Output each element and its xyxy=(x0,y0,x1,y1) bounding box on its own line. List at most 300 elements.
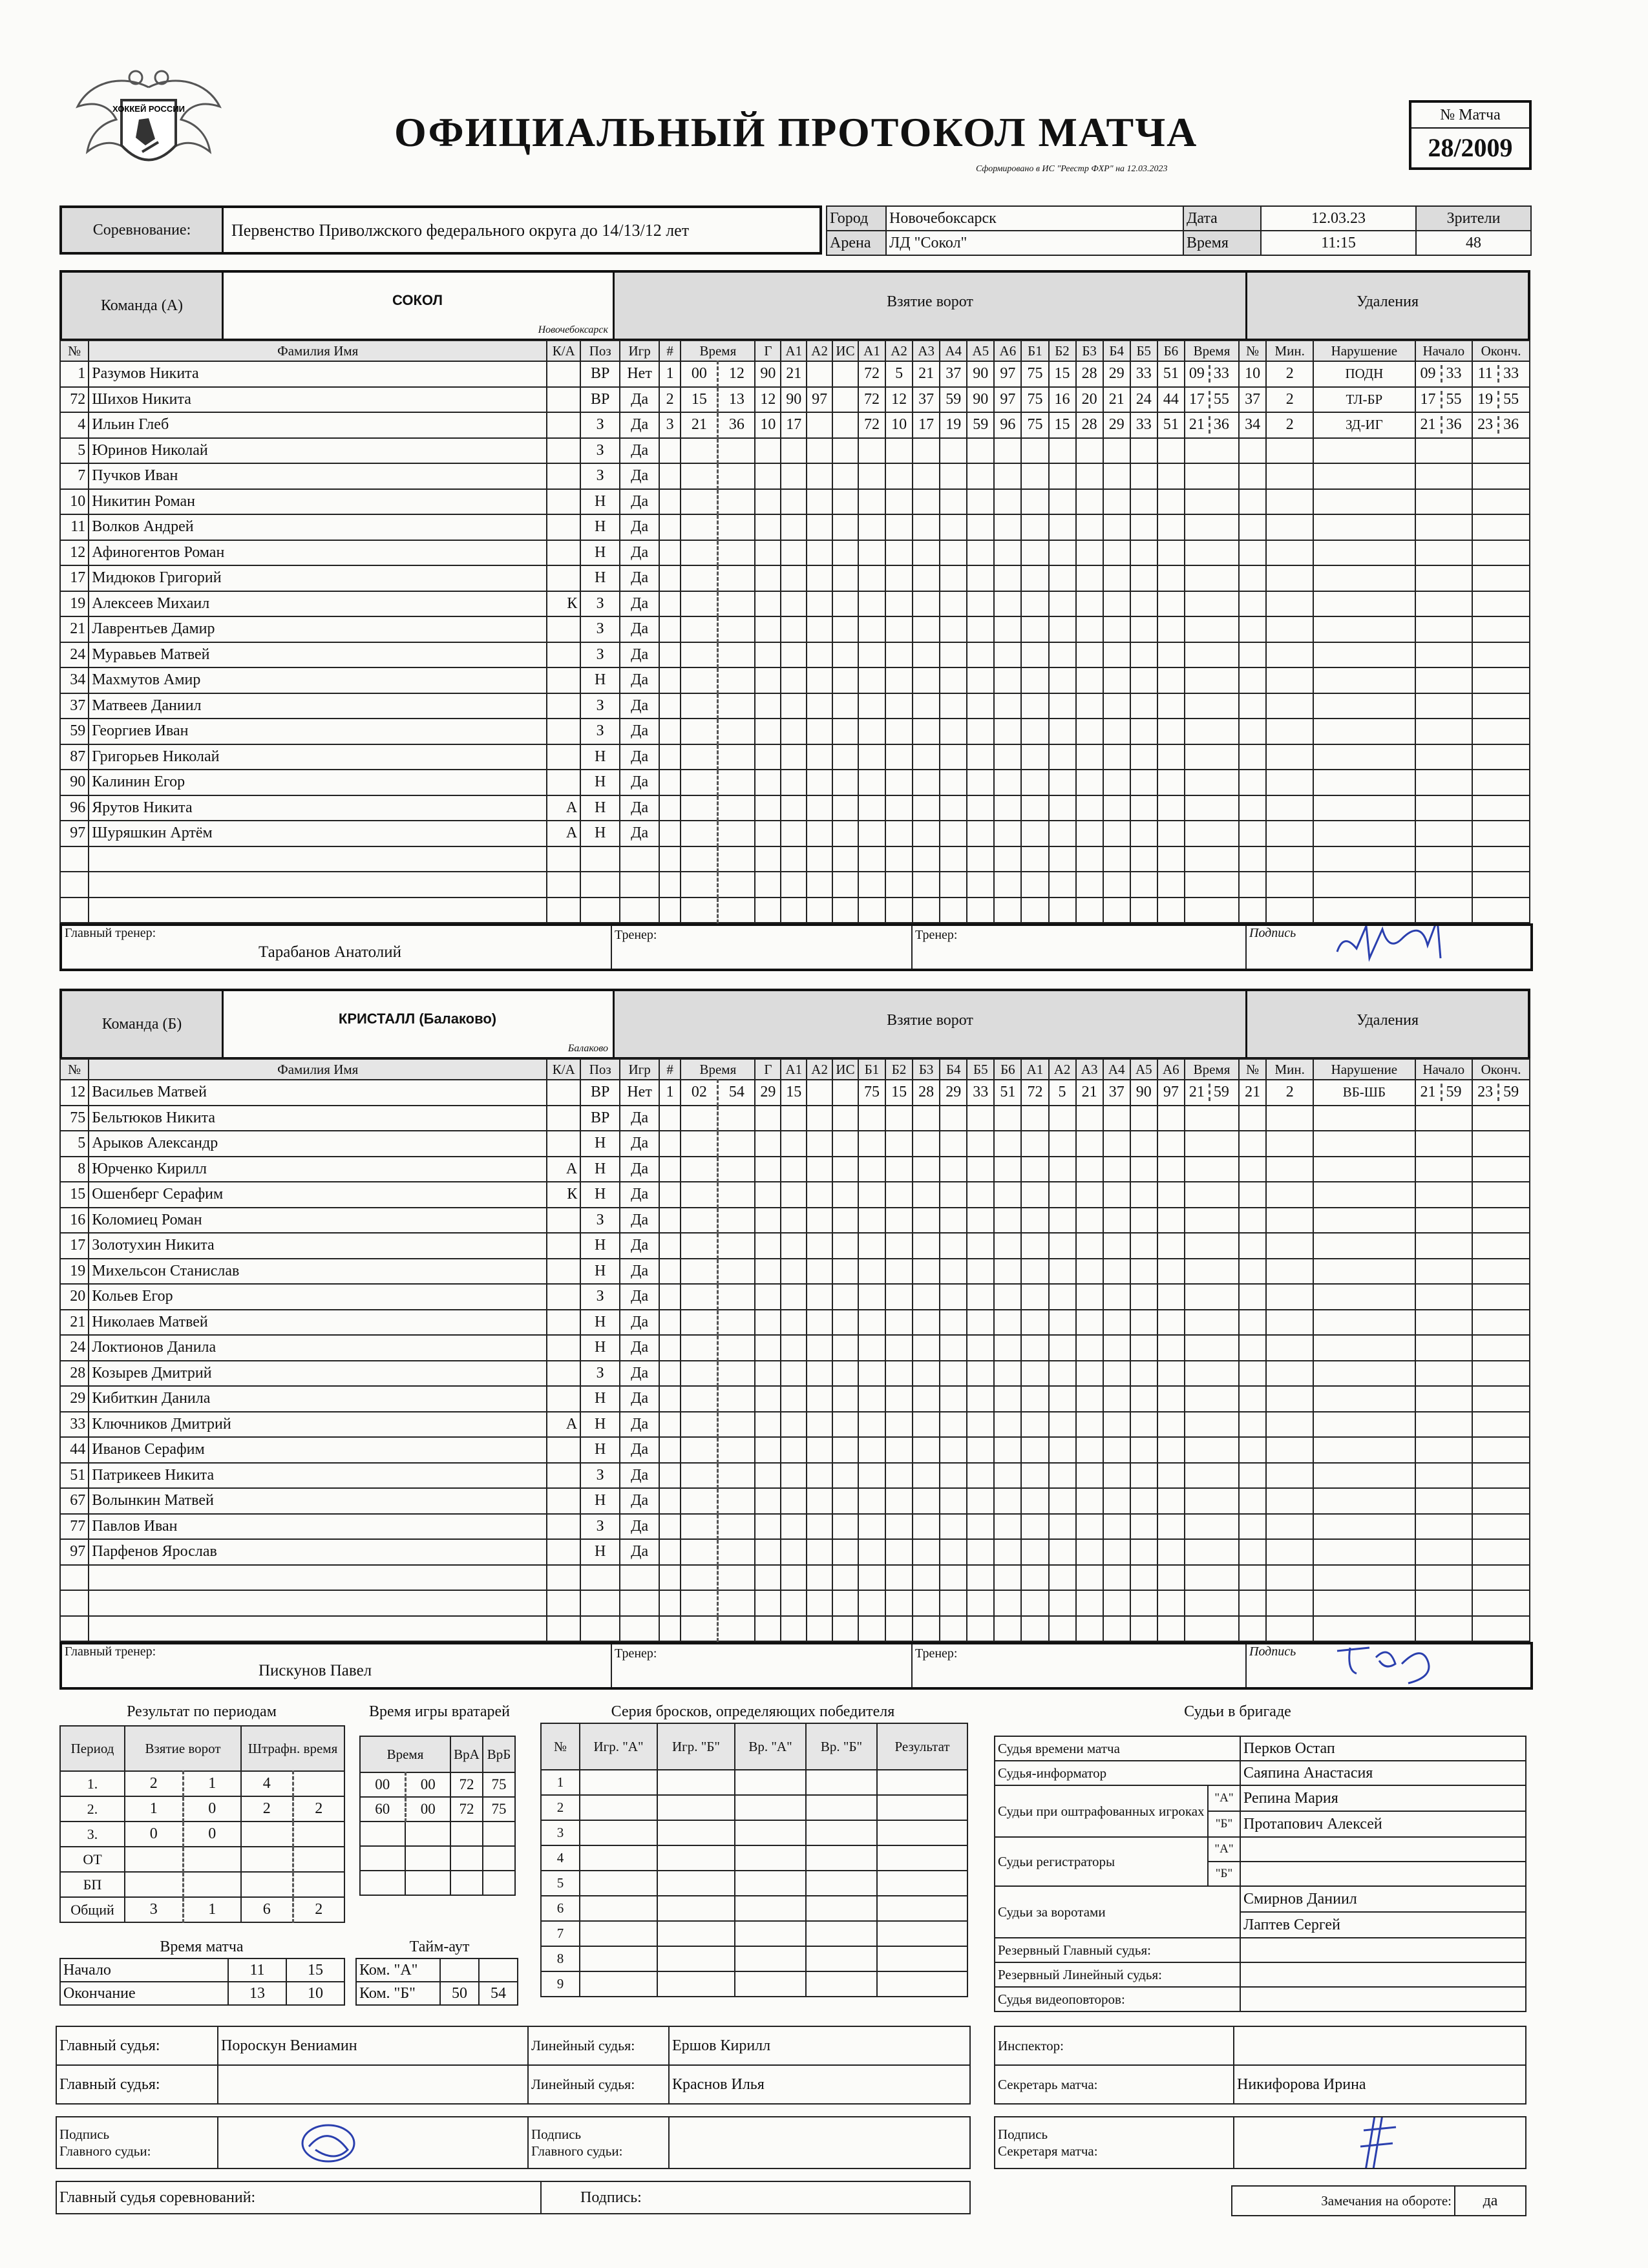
team_a-goal-a1 xyxy=(781,898,807,923)
team_b-col-pen-end: Оконч. xyxy=(1472,1059,1530,1080)
team_b-goal-sec xyxy=(718,1106,755,1131)
goalie-a: 72 xyxy=(450,1772,483,1797)
team_b-goal-onice xyxy=(940,1539,967,1565)
team_b-goal-num xyxy=(659,1131,681,1157)
team_a-pen-type xyxy=(1313,540,1415,566)
team_b-goal-onice xyxy=(1157,1361,1185,1387)
team_a-goal-is xyxy=(832,770,858,795)
shootout-table xyxy=(540,1723,968,1997)
team_b-goal-num xyxy=(659,1182,681,1208)
team_a-pen-type xyxy=(1313,693,1415,719)
team_b-goal-onice xyxy=(885,1539,913,1565)
team_b-coach2-cell xyxy=(912,1643,1246,1688)
team_a-pen-min-part: 17 xyxy=(1185,391,1210,408)
team_a-goal-onice: 5 xyxy=(885,361,913,387)
team_b-col-onice-10: А5 xyxy=(1130,1059,1157,1080)
team_b-row xyxy=(60,1412,1530,1438)
team_a-goal-onice xyxy=(885,489,913,515)
chief-referee-table xyxy=(56,2181,971,2214)
team_a-goal-onice xyxy=(940,821,967,846)
team_a-goal-num xyxy=(659,667,681,693)
team_a-player-pos: З xyxy=(580,616,620,642)
team_b-row xyxy=(60,1131,1530,1157)
team_a-header-box xyxy=(59,270,1530,341)
team_a-goal-onice xyxy=(1076,591,1103,617)
team_a-goal-sec xyxy=(718,744,755,770)
team_a-goal-onice xyxy=(1076,514,1103,540)
team_a-goal-onice xyxy=(967,667,994,693)
team_b-goal-onice xyxy=(994,1590,1021,1616)
team_b-pen-start xyxy=(1415,1335,1473,1361)
team_a-player-name: Афиногентов Роман xyxy=(89,540,547,566)
goal-judge-1: Смирнов Даниил xyxy=(1240,1886,1526,1912)
shootout-cell xyxy=(657,1871,735,1896)
team_b-player-name: Коломиец Роман xyxy=(89,1208,547,1234)
team_a-goal-a2 xyxy=(807,514,832,540)
team_a-pen-start xyxy=(1415,795,1473,821)
team_a-goal-onice xyxy=(940,795,967,821)
team_a-goal-onice: 33 xyxy=(1130,361,1157,387)
period-row xyxy=(60,1822,344,1847)
shootout-cell xyxy=(877,1921,967,1946)
team_a-pen-player xyxy=(1239,744,1266,770)
team_a-row xyxy=(60,514,1530,540)
team_b-goal-onice xyxy=(1130,1106,1157,1131)
team_b-goal-a2 xyxy=(807,1463,832,1489)
team_b-player-played: Да xyxy=(620,1233,659,1259)
team_a-goal-is xyxy=(832,693,858,719)
team_a-goal-onice xyxy=(1049,489,1076,515)
goalie-row-empty xyxy=(360,1846,515,1871)
team_b-goal-onice xyxy=(1021,1284,1048,1310)
team_b-goal-onice xyxy=(1076,1463,1103,1489)
team_b-col-pen-type: Нарушение xyxy=(1313,1059,1415,1080)
team_b-player-played: Нет xyxy=(620,1080,659,1106)
team_b-pen-end-min: 23 xyxy=(1473,1084,1499,1101)
secretary-signature xyxy=(1234,2117,1526,2168)
goalie-col-b: ВрБ xyxy=(483,1736,515,1772)
city-value: Новочебоксарск xyxy=(886,206,1183,231)
team_a-pen-minutes xyxy=(1266,540,1313,566)
team_a-goal-is xyxy=(832,387,858,413)
team_a-goal-sec xyxy=(718,667,755,693)
team_b-goal-onice xyxy=(1076,1106,1103,1131)
team_a-goal-onice xyxy=(940,693,967,719)
team_b-goal-onice xyxy=(1130,1488,1157,1514)
team_a-goal-min xyxy=(681,821,718,846)
team_b-goal-onice xyxy=(994,1488,1021,1514)
team_b-goal-onice xyxy=(1130,1182,1157,1208)
team_a-pen-time xyxy=(1185,514,1239,540)
team_b-pen-type xyxy=(1313,1284,1415,1310)
team_a-player-num: 4 xyxy=(60,412,89,438)
team_b-pen-start xyxy=(1415,1131,1473,1157)
shootout-cell xyxy=(657,1946,735,1971)
team_a-goal-onice xyxy=(940,719,967,744)
team_b-goal-onice xyxy=(858,1539,885,1565)
linesman-label-1: Линейный судья: xyxy=(528,2026,669,2065)
team_b-pen-time xyxy=(1185,1157,1239,1182)
team_a-coach2-label: Тренер: xyxy=(915,928,958,942)
periods-col-goals: Взятие ворот xyxy=(125,1726,241,1771)
team_b-row xyxy=(60,1488,1530,1514)
team_a-pen-time xyxy=(1185,387,1239,413)
team_a-player-name: Махмутов Амир xyxy=(89,667,547,693)
team_a-goal-onice xyxy=(967,565,994,591)
team_a-goal-sec xyxy=(718,489,755,515)
team_b-pen-start xyxy=(1415,1488,1473,1514)
team_b-goal-onice xyxy=(858,1233,885,1259)
team_b-player-played: Да xyxy=(620,1514,659,1540)
team_a-player-pos: Н xyxy=(580,821,620,846)
period-pim-a: 4 xyxy=(241,1771,293,1796)
team_b-goal-onice xyxy=(994,1182,1021,1208)
team_a-goal-a2 xyxy=(807,821,832,846)
team_a-pen-end xyxy=(1472,412,1530,438)
team_b-goal-onice xyxy=(1130,1514,1157,1540)
team_a-player-ka xyxy=(547,642,580,668)
period-goals-a: 3 xyxy=(125,1897,183,1922)
team_b-player-num: 21 xyxy=(60,1310,89,1336)
team_b-goal-scorer xyxy=(755,1437,781,1463)
team_b-goal-scorer xyxy=(755,1233,781,1259)
team_b-goal-min xyxy=(681,1208,718,1234)
team_a-col-onice-5: А6 xyxy=(994,341,1021,361)
team_a-goal-onice xyxy=(858,616,885,642)
team_a-pen-end-min: 23 xyxy=(1473,416,1499,434)
team_a-goal-sec xyxy=(718,770,755,795)
team_b-goal-is xyxy=(832,1335,858,1361)
team_b-goal-onice xyxy=(885,1437,913,1463)
team_a-goal-onice xyxy=(885,693,913,719)
team_b-goal-scorer xyxy=(755,1259,781,1285)
team_a-goal-onice xyxy=(1130,795,1157,821)
team_a-row xyxy=(60,719,1530,744)
team_a-pen-player xyxy=(1239,719,1266,744)
team_b-goal-min xyxy=(681,1514,718,1540)
team_a-goal-a1 xyxy=(781,540,807,566)
team_a-pen-end xyxy=(1472,642,1530,668)
team_b-goal-num: 1 xyxy=(659,1080,681,1106)
shootout-num: 5 xyxy=(541,1871,580,1896)
team_b-goal-onice xyxy=(1076,1412,1103,1438)
team_b-goal-onice xyxy=(1130,1157,1157,1182)
team_b-goal-onice xyxy=(1021,1106,1048,1131)
team_a-player-ka xyxy=(547,463,580,489)
team_b-goal-onice xyxy=(1130,1463,1157,1489)
team_a-goal-onice xyxy=(858,642,885,668)
team_b-goal-sec xyxy=(718,1208,755,1234)
team_b-pen-minutes xyxy=(1266,1233,1313,1259)
team_a-goal-onice xyxy=(1076,872,1103,898)
team_b-player-num: 15 xyxy=(60,1182,89,1208)
team_a-goal-scorer xyxy=(755,591,781,617)
team_a-goal-onice xyxy=(967,795,994,821)
team_a-goal-onice xyxy=(858,463,885,489)
team_b-goal-onice xyxy=(885,1361,913,1387)
team_a-player-num: 1 xyxy=(60,361,89,387)
match-number: 28/2009 xyxy=(1428,133,1513,162)
team_a-goal-a1 xyxy=(781,642,807,668)
team_b-goal-onice xyxy=(1157,1182,1185,1208)
team_a-pen-time xyxy=(1185,795,1239,821)
team_b-coach-table xyxy=(59,1642,1533,1690)
team_a-goal-onice xyxy=(1157,591,1185,617)
team_b-player-ka: А xyxy=(547,1412,580,1438)
team_a-player-num: 37 xyxy=(60,693,89,719)
team_b-goal-min xyxy=(681,1182,718,1208)
team_a-pen-minutes xyxy=(1266,795,1313,821)
chief-referee-label: Главный судья соревнований: xyxy=(56,2181,541,2214)
team_a-goal-onice: 97 xyxy=(994,387,1021,413)
team_b-goal-onice xyxy=(885,1310,913,1336)
goalie-b: 75 xyxy=(483,1772,515,1797)
team_b-goal-min xyxy=(681,1616,718,1642)
informer-name: Саяпина Анастасия xyxy=(1240,1761,1526,1785)
team_a-player-pos xyxy=(580,846,620,872)
team_b-goal-onice xyxy=(1021,1131,1048,1157)
team_a-player-ka xyxy=(547,667,580,693)
team_a-goal-sec xyxy=(718,514,755,540)
team_b-player-num: 12 xyxy=(60,1080,89,1106)
team_a-goal-min xyxy=(681,667,718,693)
team_a-goal-onice xyxy=(885,846,913,872)
goalie-row-empty xyxy=(360,1871,515,1895)
team_b-goal-onice xyxy=(1076,1539,1103,1565)
team_b-coach2-label: Тренер: xyxy=(915,1646,958,1661)
team_b-goal-onice xyxy=(885,1590,913,1616)
team_a-goal-onice xyxy=(1021,540,1048,566)
shootout-row xyxy=(541,1871,967,1896)
team_a-coach-table xyxy=(59,923,1533,971)
team_a-pen-time xyxy=(1185,846,1239,872)
team_b-goal-min xyxy=(681,1335,718,1361)
sign-secretary-table xyxy=(994,2116,1527,2169)
team_b-goal-onice xyxy=(1130,1386,1157,1412)
team_a-pen-type: ПОДН xyxy=(1313,361,1415,387)
team_b-pen-type xyxy=(1313,1463,1415,1489)
team_b-pen-start xyxy=(1415,1590,1473,1616)
team_b-goal-onice xyxy=(1076,1361,1103,1387)
team_b-goal-onice xyxy=(1076,1616,1103,1642)
team_b-goal-onice xyxy=(885,1386,913,1412)
team_b-goal-onice: 72 xyxy=(1021,1080,1048,1106)
team_a-player-num: 21 xyxy=(60,616,89,642)
team_b-pen-minutes xyxy=(1266,1208,1313,1234)
team_b-player-ka xyxy=(547,1335,580,1361)
team_b-goal-onice xyxy=(940,1361,967,1387)
team_a-col-onice-4: А5 xyxy=(967,341,994,361)
period-goals-b: 1 xyxy=(183,1771,241,1796)
team_a-name: СОКОЛ xyxy=(392,292,443,308)
team_a-goal-onice xyxy=(858,693,885,719)
team_b-goal-sec xyxy=(718,1565,755,1591)
team_a-penalties-title: Удаления xyxy=(1247,273,1528,339)
shootout-cell xyxy=(735,1820,806,1845)
team_a-player-pos: Н xyxy=(580,795,620,821)
team_a-goal-scorer xyxy=(755,744,781,770)
team_a-goal-onice xyxy=(913,821,940,846)
team_b-goal-onice: 90 xyxy=(1130,1080,1157,1106)
generated-note: Сформировано в ИС "Реестр ФХР" на 12.03.2023 xyxy=(976,164,1168,174)
team_a-goal-num xyxy=(659,565,681,591)
team_a-goal-min xyxy=(681,898,718,923)
shootout-cell xyxy=(735,1845,806,1871)
team_a-pen-start-min: 17 xyxy=(1416,391,1442,408)
period-row xyxy=(60,1796,344,1822)
shootout-cell xyxy=(877,1946,967,1971)
team_a-pen-player xyxy=(1239,591,1266,617)
team_a-player-name: Никитин Роман xyxy=(89,489,547,515)
team_b-player-played: Да xyxy=(620,1539,659,1565)
team_b-goal-onice xyxy=(994,1412,1021,1438)
team_b-goal-onice xyxy=(1049,1412,1076,1438)
team_b-goal-onice xyxy=(940,1488,967,1514)
team_b-goal-onice xyxy=(1049,1565,1076,1591)
team_a-goal-onice xyxy=(967,642,994,668)
team_a-goal-onice xyxy=(1103,795,1130,821)
team_a-goal-onice: 72 xyxy=(858,361,885,387)
team_a-goal-onice xyxy=(1021,667,1048,693)
team_a-pen-start xyxy=(1415,412,1473,438)
team_a-goal-onice xyxy=(940,565,967,591)
team_a-goal-onice: 97 xyxy=(994,361,1021,387)
team_b-player-name: Парфенов Ярослав xyxy=(89,1539,547,1565)
team_a-player-ka xyxy=(547,361,580,387)
team_b-goal-onice xyxy=(940,1437,967,1463)
team_a-goal-sec xyxy=(718,642,755,668)
team_b-pen-minutes xyxy=(1266,1386,1313,1412)
team_b-pen-start xyxy=(1415,1208,1473,1234)
team_a-pen-player: 10 xyxy=(1239,361,1266,387)
team_b-goal-onice xyxy=(1076,1488,1103,1514)
team_b-goal-scorer xyxy=(755,1590,781,1616)
period-pim-a xyxy=(241,1822,293,1847)
team_b-goal-is xyxy=(832,1488,858,1514)
team_a-goal-a1 xyxy=(781,514,807,540)
team_b-goal-a2 xyxy=(807,1539,832,1565)
team_b-goal-is xyxy=(832,1233,858,1259)
team_a-player-pos: З xyxy=(580,642,620,668)
team_a-goal-a2 xyxy=(807,438,832,464)
team_a-pen-player xyxy=(1239,693,1266,719)
team_a-goal-onice xyxy=(1076,565,1103,591)
team_a-pen-end xyxy=(1472,795,1530,821)
period-goals-a: 2 xyxy=(125,1771,183,1796)
team_b-goal-onice xyxy=(967,1259,994,1285)
team_b-player-num: 24 xyxy=(60,1335,89,1361)
team_a-goal-a2 xyxy=(807,667,832,693)
team_b-goal-onice xyxy=(967,1412,994,1438)
team_a-goal-onice xyxy=(1130,438,1157,464)
team_b-goal-onice xyxy=(913,1514,940,1540)
team_b-pen-type xyxy=(1313,1106,1415,1131)
team_a-goal-scorer: 90 xyxy=(755,361,781,387)
team_a-player-played: Да xyxy=(620,438,659,464)
team_b-player-ka xyxy=(547,1488,580,1514)
team_a-pen-start xyxy=(1415,693,1473,719)
shootout-num: 2 xyxy=(541,1795,580,1820)
team_b-goal-onice xyxy=(858,1437,885,1463)
team_a-goal-onice: 29 xyxy=(1103,412,1130,438)
team_b-goal-a2 xyxy=(807,1361,832,1387)
referees-table xyxy=(56,2026,971,2105)
team_b-goal-onice xyxy=(1049,1157,1076,1182)
team_b-pen-time xyxy=(1185,1259,1239,1285)
team_a-goal-min: 21 xyxy=(681,412,718,438)
team_b-player-ka xyxy=(547,1539,580,1565)
team_a-goal-onice xyxy=(1076,540,1103,566)
team_a-goal-onice xyxy=(994,463,1021,489)
team_b-row xyxy=(60,1182,1530,1208)
team_b-goal-scorer xyxy=(755,1182,781,1208)
team_a-col-onice-0: А1 xyxy=(858,341,885,361)
team_a-goal-onice xyxy=(940,540,967,566)
team_b-goal-onice xyxy=(967,1233,994,1259)
team_a-player-played xyxy=(620,846,659,872)
team_a-pen-type xyxy=(1313,795,1415,821)
team_a-goal-scorer: 12 xyxy=(755,387,781,413)
team_a-goal-is xyxy=(832,565,858,591)
team_a-col-onice-8: Б3 xyxy=(1076,341,1103,361)
team_a-pen-type xyxy=(1313,438,1415,464)
team_a-goal-onice xyxy=(967,872,994,898)
team_a-pen-minutes xyxy=(1266,489,1313,515)
team_b-goal-sec xyxy=(718,1488,755,1514)
shootout-cell xyxy=(580,1921,657,1946)
team_a-goal-onice xyxy=(858,795,885,821)
team_a-goal-onice: 51 xyxy=(1157,412,1185,438)
team_b-pen-minutes xyxy=(1266,1463,1313,1489)
team_b-goal-onice xyxy=(1130,1437,1157,1463)
team_a-pen-time xyxy=(1185,642,1239,668)
team_b-player-ka xyxy=(547,1080,580,1106)
team_a-goal-onice xyxy=(967,616,994,642)
team_b-pen-player xyxy=(1239,1157,1266,1182)
team_b-name: КРИСТАЛЛ (Балаково) xyxy=(338,1011,497,1027)
team_a-goal-onice xyxy=(1103,489,1130,515)
team_a-player-ka: А xyxy=(547,795,580,821)
team_b-goal-sec: 54 xyxy=(718,1080,755,1106)
team_a-goal-min xyxy=(681,591,718,617)
team_a-pen-type xyxy=(1313,642,1415,668)
team_b-pen-minutes xyxy=(1266,1182,1313,1208)
team_a-player-pos xyxy=(580,898,620,923)
team_b-col-onice-0: Б1 xyxy=(858,1059,885,1080)
shootout-cell xyxy=(580,1795,657,1820)
team_b-pen-minutes xyxy=(1266,1539,1313,1565)
team_b-penalties-title: Удаления xyxy=(1247,991,1528,1057)
team_b-goal-onice xyxy=(913,1131,940,1157)
team_a-goal-onice xyxy=(994,693,1021,719)
team_b-pen-minutes xyxy=(1266,1106,1313,1131)
main-referee-1: Пороскун Вениамин xyxy=(218,2026,528,2065)
team_a-goal-onice xyxy=(1049,898,1076,923)
team_b-goal-onice xyxy=(994,1284,1021,1310)
team_b-col-onice-4: Б5 xyxy=(967,1059,994,1080)
secretary-signature-mark xyxy=(1338,2117,1467,2168)
team_b-goal-onice xyxy=(967,1565,994,1591)
team_b-col-goal-time: Время xyxy=(681,1059,755,1080)
team_a-goal-a2 xyxy=(807,591,832,617)
team_a-player-pos: З xyxy=(580,719,620,744)
team_b-col-ka: К/А xyxy=(547,1059,580,1080)
team_b-goal-a2 xyxy=(807,1565,832,1591)
timekeeper-name: Перков Остап xyxy=(1240,1736,1526,1761)
team_a-goal-min xyxy=(681,514,718,540)
team_b-goal-onice xyxy=(940,1514,967,1540)
team_b-goal-num xyxy=(659,1616,681,1642)
